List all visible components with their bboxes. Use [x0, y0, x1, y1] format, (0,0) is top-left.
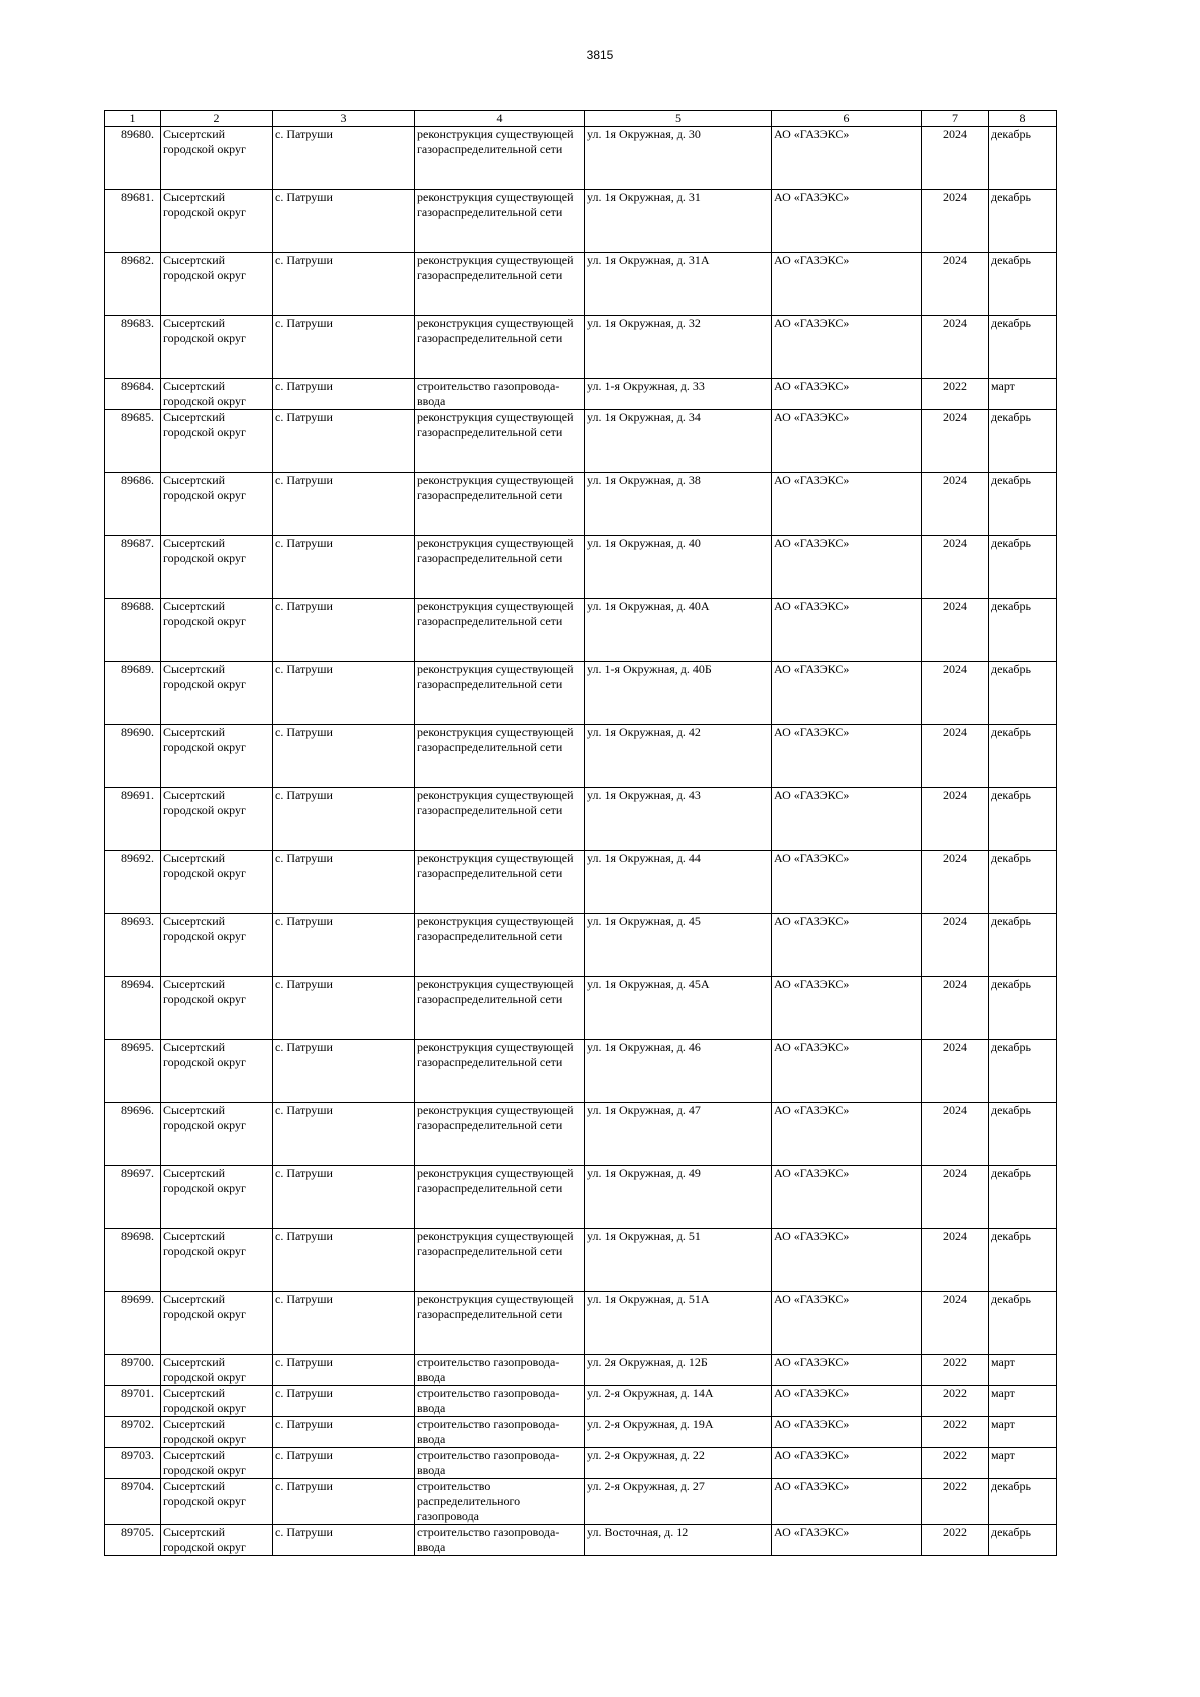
locality-cell: с. Патруши	[273, 1386, 415, 1417]
work-type-cell: строительство распределительного газопровода	[415, 1479, 585, 1525]
locality-cell: с. Патруши	[273, 1166, 415, 1229]
table-row	[105, 410, 1057, 473]
month-cell: декабрь	[989, 410, 1057, 473]
locality-cell: с. Патруши	[273, 1103, 415, 1166]
table-row	[105, 1417, 1057, 1448]
row-number: 89682.	[105, 253, 161, 316]
organization-cell: АО «ГАЗЭКС»	[772, 977, 922, 1040]
address-cell: ул. 2-я Окружная, д. 27	[585, 1479, 772, 1525]
table-row	[105, 473, 1057, 536]
locality-cell: с. Патруши	[273, 1448, 415, 1479]
row-number: 89683.	[105, 316, 161, 379]
district-cell: Сысертский городской округ	[161, 599, 273, 662]
district-cell: Сысертский городской округ	[161, 536, 273, 599]
month-cell: декабрь	[989, 1166, 1057, 1229]
district-cell: Сысертский городской округ	[161, 914, 273, 977]
table-row	[105, 127, 1057, 190]
district-cell: Сысертский городской округ	[161, 1479, 273, 1525]
table-row	[105, 1103, 1057, 1166]
locality-cell: с. Патруши	[273, 1479, 415, 1525]
address-cell: ул. 2-я Окружная, д. 19А	[585, 1417, 772, 1448]
work-type-cell: реконструкция существующей газораспределительной сети	[415, 977, 585, 1040]
organization-cell: АО «ГАЗЭКС»	[772, 316, 922, 379]
month-cell: декабрь	[989, 316, 1057, 379]
district-cell: Сысертский городской округ	[161, 379, 273, 410]
organization-cell: АО «ГАЗЭКС»	[772, 1229, 922, 1292]
year-cell: 2022	[922, 1386, 989, 1417]
year-cell: 2024	[922, 316, 989, 379]
organization-cell: АО «ГАЗЭКС»	[772, 1448, 922, 1479]
year-cell: 2024	[922, 1292, 989, 1355]
column-number: 8	[989, 111, 1057, 127]
locality-cell: с. Патруши	[273, 851, 415, 914]
row-number: 89701.	[105, 1386, 161, 1417]
work-type-cell: реконструкция существующей газораспределительной сети	[415, 190, 585, 253]
locality-cell: с. Патруши	[273, 536, 415, 599]
table-row	[105, 316, 1057, 379]
work-type-cell: реконструкция существующей газораспределительной сети	[415, 536, 585, 599]
organization-cell: АО «ГАЗЭКС»	[772, 788, 922, 851]
row-number: 89688.	[105, 599, 161, 662]
organization-cell: АО «ГАЗЭКС»	[772, 1479, 922, 1525]
row-number: 89700.	[105, 1355, 161, 1386]
year-cell: 2024	[922, 253, 989, 316]
locality-cell: с. Патруши	[273, 725, 415, 788]
work-type-cell: реконструкция существующей газораспределительной сети	[415, 1229, 585, 1292]
district-cell: Сысертский городской округ	[161, 1103, 273, 1166]
organization-cell: АО «ГАЗЭКС»	[772, 1166, 922, 1229]
address-cell: ул. 1я Окружная, д. 31А	[585, 253, 772, 316]
work-type-cell: реконструкция существующей газораспределительной сети	[415, 1292, 585, 1355]
district-cell: Сысертский городской округ	[161, 190, 273, 253]
locality-cell: с. Патруши	[273, 599, 415, 662]
column-number: 1	[105, 111, 161, 127]
locality-cell: с. Патруши	[273, 788, 415, 851]
row-number: 89694.	[105, 977, 161, 1040]
address-cell: ул. 2-я Окружная, д. 22	[585, 1448, 772, 1479]
locality-cell: с. Патруши	[273, 127, 415, 190]
address-cell: ул. 1я Окружная, д. 45	[585, 914, 772, 977]
table-row	[105, 1355, 1057, 1386]
district-cell: Сысертский городской округ	[161, 410, 273, 473]
year-cell: 2024	[922, 977, 989, 1040]
address-cell: ул. 1я Окружная, д. 32	[585, 316, 772, 379]
address-cell: ул. 2я Окружная, д. 12Б	[585, 1355, 772, 1386]
organization-cell: АО «ГАЗЭКС»	[772, 536, 922, 599]
year-cell: 2022	[922, 1448, 989, 1479]
month-cell: март	[989, 1448, 1057, 1479]
month-cell: декабрь	[989, 977, 1057, 1040]
month-cell: март	[989, 1386, 1057, 1417]
locality-cell: с. Патруши	[273, 253, 415, 316]
organization-cell: АО «ГАЗЭКС»	[772, 599, 922, 662]
column-number-row	[105, 111, 1057, 127]
locality-cell: с. Патруши	[273, 473, 415, 536]
column-number: 4	[415, 111, 585, 127]
address-cell: ул. 1я Окружная, д. 45А	[585, 977, 772, 1040]
table-row	[105, 851, 1057, 914]
row-number: 89693.	[105, 914, 161, 977]
district-cell: Сысертский городской округ	[161, 1229, 273, 1292]
work-type-cell: реконструкция существующей газораспределительной сети	[415, 725, 585, 788]
column-number: 3	[273, 111, 415, 127]
month-cell: декабрь	[989, 725, 1057, 788]
year-cell: 2024	[922, 725, 989, 788]
locality-cell: с. Патруши	[273, 190, 415, 253]
locality-cell: с. Патруши	[273, 1355, 415, 1386]
address-cell: ул. 1я Окружная, д. 49	[585, 1166, 772, 1229]
address-cell: ул. 1я Окружная, д. 31	[585, 190, 772, 253]
row-number: 89690.	[105, 725, 161, 788]
year-cell: 2022	[922, 1479, 989, 1525]
year-cell: 2022	[922, 1355, 989, 1386]
work-type-cell: реконструкция существующей газораспределительной сети	[415, 662, 585, 725]
work-type-cell: реконструкция существующей газораспределительной сети	[415, 316, 585, 379]
year-cell: 2024	[922, 1103, 989, 1166]
organization-cell: АО «ГАЗЭКС»	[772, 662, 922, 725]
organization-cell: АО «ГАЗЭКС»	[772, 379, 922, 410]
month-cell: декабрь	[989, 127, 1057, 190]
work-type-cell: строительство газопровода-ввода	[415, 1417, 585, 1448]
address-cell: ул. 1я Окружная, д. 47	[585, 1103, 772, 1166]
table-row	[105, 599, 1057, 662]
row-number: 89692.	[105, 851, 161, 914]
year-cell: 2024	[922, 1040, 989, 1103]
locality-cell: с. Патруши	[273, 379, 415, 410]
year-cell: 2024	[922, 536, 989, 599]
locality-cell: с. Патруши	[273, 977, 415, 1040]
locality-cell: с. Патруши	[273, 1417, 415, 1448]
year-cell: 2024	[922, 851, 989, 914]
year-cell: 2024	[922, 788, 989, 851]
organization-cell: АО «ГАЗЭКС»	[772, 914, 922, 977]
year-cell: 2024	[922, 190, 989, 253]
table-row	[105, 788, 1057, 851]
organization-cell: АО «ГАЗЭКС»	[772, 851, 922, 914]
table-body	[105, 127, 1057, 1556]
year-cell: 2024	[922, 599, 989, 662]
month-cell: декабрь	[989, 1525, 1057, 1556]
row-number: 89691.	[105, 788, 161, 851]
work-type-cell: строительство газопровода-ввода	[415, 1448, 585, 1479]
organization-cell: АО «ГАЗЭКС»	[772, 1417, 922, 1448]
row-number: 89680.	[105, 127, 161, 190]
address-cell: ул. 1я Окружная, д. 43	[585, 788, 772, 851]
month-cell: декабрь	[989, 914, 1057, 977]
district-cell: Сысертский городской округ	[161, 1525, 273, 1556]
table-row	[105, 536, 1057, 599]
work-type-cell: реконструкция существующей газораспределительной сети	[415, 1040, 585, 1103]
year-cell: 2024	[922, 410, 989, 473]
gas-works-table	[104, 110, 1057, 1556]
month-cell: март	[989, 1417, 1057, 1448]
organization-cell: АО «ГАЗЭКС»	[772, 190, 922, 253]
address-cell: ул. 1я Окружная, д. 40А	[585, 599, 772, 662]
month-cell: декабрь	[989, 253, 1057, 316]
work-type-cell: реконструкция существующей газораспределительной сети	[415, 1103, 585, 1166]
locality-cell: с. Патруши	[273, 410, 415, 473]
work-type-cell: реконструкция существующей газораспределительной сети	[415, 914, 585, 977]
month-cell: декабрь	[989, 190, 1057, 253]
work-type-cell: реконструкция существующей газораспределительной сети	[415, 1166, 585, 1229]
address-cell: ул. 1я Окружная, д. 46	[585, 1040, 772, 1103]
row-number: 89687.	[105, 536, 161, 599]
address-cell: ул. 1я Окружная, д. 51А	[585, 1292, 772, 1355]
district-cell: Сысертский городской округ	[161, 725, 273, 788]
work-type-cell: реконструкция существующей газораспределительной сети	[415, 599, 585, 662]
year-cell: 2022	[922, 1417, 989, 1448]
address-cell: ул. 1я Окружная, д. 38	[585, 473, 772, 536]
locality-cell: с. Патруши	[273, 316, 415, 379]
month-cell: март	[989, 379, 1057, 410]
year-cell: 2022	[922, 379, 989, 410]
row-number: 89704.	[105, 1479, 161, 1525]
row-number: 89685.	[105, 410, 161, 473]
table-row	[105, 190, 1057, 253]
row-number: 89695.	[105, 1040, 161, 1103]
locality-cell: с. Патруши	[273, 1525, 415, 1556]
locality-cell: с. Патруши	[273, 1229, 415, 1292]
month-cell: декабрь	[989, 1040, 1057, 1103]
year-cell: 2024	[922, 127, 989, 190]
organization-cell: АО «ГАЗЭКС»	[772, 127, 922, 190]
work-type-cell: реконструкция существующей газораспределительной сети	[415, 851, 585, 914]
district-cell: Сысертский городской округ	[161, 1166, 273, 1229]
column-number: 2	[161, 111, 273, 127]
locality-cell: с. Патруши	[273, 662, 415, 725]
row-number: 89696.	[105, 1103, 161, 1166]
month-cell: декабрь	[989, 473, 1057, 536]
month-cell: декабрь	[989, 1103, 1057, 1166]
table-row	[105, 379, 1057, 410]
organization-cell: АО «ГАЗЭКС»	[772, 725, 922, 788]
month-cell: декабрь	[989, 1229, 1057, 1292]
table-row	[105, 1229, 1057, 1292]
work-type-cell: реконструкция существующей газораспределительной сети	[415, 127, 585, 190]
month-cell: декабрь	[989, 536, 1057, 599]
table-row	[105, 1292, 1057, 1355]
work-type-cell: строительство газопровода-ввода	[415, 1355, 585, 1386]
address-cell: ул. 1я Окружная, д. 40	[585, 536, 772, 599]
work-type-cell: реконструкция существующей газораспределительной сети	[415, 473, 585, 536]
district-cell: Сысертский городской округ	[161, 977, 273, 1040]
district-cell: Сысертский городской округ	[161, 127, 273, 190]
table-row	[105, 725, 1057, 788]
table-row	[105, 1479, 1057, 1525]
organization-cell: АО «ГАЗЭКС»	[772, 1355, 922, 1386]
row-number: 89684.	[105, 379, 161, 410]
address-cell: ул. 2-я Окружная, д. 14А	[585, 1386, 772, 1417]
month-cell: декабрь	[989, 788, 1057, 851]
year-cell: 2024	[922, 1166, 989, 1229]
district-cell: Сысертский городской округ	[161, 851, 273, 914]
table-row	[105, 1448, 1057, 1479]
address-cell: ул. Восточная, д. 12	[585, 1525, 772, 1556]
row-number: 89705.	[105, 1525, 161, 1556]
column-number: 7	[922, 111, 989, 127]
address-cell: ул. 1я Окружная, д. 30	[585, 127, 772, 190]
district-cell: Сысертский городской округ	[161, 1386, 273, 1417]
row-number: 89689.	[105, 662, 161, 725]
locality-cell: с. Патруши	[273, 1040, 415, 1103]
work-type-cell: реконструкция существующей газораспределительной сети	[415, 788, 585, 851]
table-row	[105, 1386, 1057, 1417]
row-number: 89697.	[105, 1166, 161, 1229]
page-number: 3815	[586, 48, 614, 62]
table-row	[105, 977, 1057, 1040]
row-number: 89702.	[105, 1417, 161, 1448]
month-cell: декабрь	[989, 662, 1057, 725]
district-cell: Сысертский городской округ	[161, 473, 273, 536]
district-cell: Сысертский городской округ	[161, 1355, 273, 1386]
table-row	[105, 1525, 1057, 1556]
work-type-cell: строительство газопровода-ввода	[415, 1525, 585, 1556]
month-cell: декабрь	[989, 599, 1057, 662]
year-cell: 2024	[922, 662, 989, 725]
year-cell: 2022	[922, 1525, 989, 1556]
organization-cell: АО «ГАЗЭКС»	[772, 473, 922, 536]
year-cell: 2024	[922, 1229, 989, 1292]
address-cell: ул. 1я Окружная, д. 44	[585, 851, 772, 914]
organization-cell: АО «ГАЗЭКС»	[772, 1103, 922, 1166]
work-type-cell: реконструкция существующей газораспределительной сети	[415, 253, 585, 316]
row-number: 89703.	[105, 1448, 161, 1479]
month-cell: декабрь	[989, 851, 1057, 914]
district-cell: Сысертский городской округ	[161, 1448, 273, 1479]
row-number: 89686.	[105, 473, 161, 536]
table-row	[105, 253, 1057, 316]
table-row	[105, 1166, 1057, 1229]
month-cell: декабрь	[989, 1292, 1057, 1355]
organization-cell: АО «ГАЗЭКС»	[772, 253, 922, 316]
organization-cell: АО «ГАЗЭКС»	[772, 1386, 922, 1417]
organization-cell: АО «ГАЗЭКС»	[772, 1525, 922, 1556]
row-number: 89681.	[105, 190, 161, 253]
work-type-cell: строительство газопровода-ввода	[415, 1386, 585, 1417]
month-cell: март	[989, 1355, 1057, 1386]
table-row	[105, 662, 1057, 725]
district-cell: Сысертский городской округ	[161, 316, 273, 379]
district-cell: Сысертский городской округ	[161, 788, 273, 851]
address-cell: ул. 1-я Окружная, д. 40Б	[585, 662, 772, 725]
address-cell: ул. 1я Окружная, д. 51	[585, 1229, 772, 1292]
table-row	[105, 1040, 1057, 1103]
column-number: 6	[772, 111, 922, 127]
address-cell: ул. 1я Окружная, д. 42	[585, 725, 772, 788]
district-cell: Сысертский городской округ	[161, 1292, 273, 1355]
organization-cell: АО «ГАЗЭКС»	[772, 410, 922, 473]
district-cell: Сысертский городской округ	[161, 1417, 273, 1448]
work-type-cell: реконструкция существующей газораспределительной сети	[415, 410, 585, 473]
row-number: 89698.	[105, 1229, 161, 1292]
column-number: 5	[585, 111, 772, 127]
table-row	[105, 914, 1057, 977]
district-cell: Сысертский городской округ	[161, 662, 273, 725]
address-cell: ул. 1я Окружная, д. 34	[585, 410, 772, 473]
locality-cell: с. Патруши	[273, 1292, 415, 1355]
month-cell: декабрь	[989, 1479, 1057, 1525]
row-number: 89699.	[105, 1292, 161, 1355]
work-type-cell: строительство газопровода-ввода	[415, 379, 585, 410]
year-cell: 2024	[922, 473, 989, 536]
locality-cell: с. Патруши	[273, 914, 415, 977]
district-cell: Сысертский городской округ	[161, 253, 273, 316]
organization-cell: АО «ГАЗЭКС»	[772, 1040, 922, 1103]
organization-cell: АО «ГАЗЭКС»	[772, 1292, 922, 1355]
address-cell: ул. 1-я Окружная, д. 33	[585, 379, 772, 410]
year-cell: 2024	[922, 914, 989, 977]
district-cell: Сысертский городской округ	[161, 1040, 273, 1103]
